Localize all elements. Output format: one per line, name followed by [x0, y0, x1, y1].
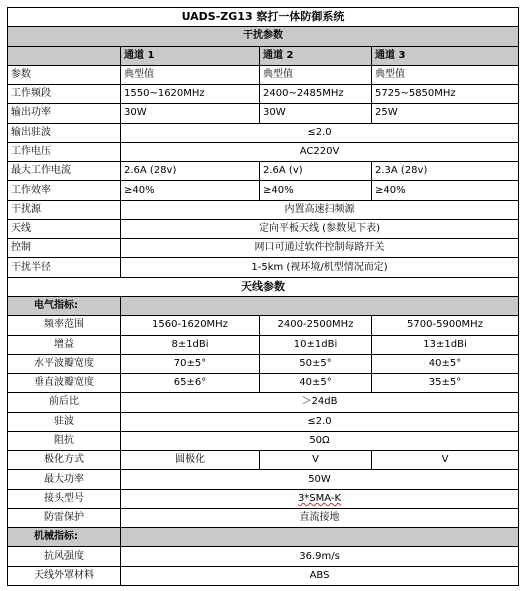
table-row [8, 335, 519, 354]
row-label: 阻抗 [8, 431, 121, 450]
row-label: 干扰源 [8, 200, 121, 219]
cell-value: AC220V [121, 142, 519, 161]
row-label: 增益 [8, 335, 121, 354]
row-label: 水平波瓣宽度 [8, 354, 121, 373]
cell-value: 典型值 [260, 65, 372, 84]
row-label: 接头型号 [8, 489, 121, 508]
table-row [8, 489, 519, 508]
row-label: 前后比 [8, 393, 121, 412]
spec-table [7, 7, 519, 586]
cell-value: 40±5° [372, 354, 519, 373]
cell-value: 13±1dBi [372, 335, 519, 354]
table-row [8, 470, 519, 489]
blank-cell [121, 528, 519, 547]
cell-value: 8±1dBi [121, 335, 260, 354]
blank-cell [121, 296, 519, 315]
row-label: 防雷保护 [8, 508, 121, 527]
table-row [8, 104, 519, 123]
connector-value: 3*SMA-K [297, 492, 342, 504]
table-row [8, 508, 519, 527]
table-row [8, 393, 519, 412]
cell-value: 30W [260, 104, 372, 123]
cell-value [121, 489, 519, 508]
mechanical-subheader: 机械指标: [8, 528, 121, 547]
table-row [8, 142, 519, 161]
table-row [8, 431, 519, 450]
cell-value: 50Ω [121, 431, 519, 450]
cell-value: 30W [121, 104, 260, 123]
cell-value: 定向平板天线 (参数见下表) [121, 219, 519, 238]
table-row [8, 162, 519, 181]
cell-value: 35±5° [372, 374, 519, 393]
table-row [8, 528, 519, 547]
cell-value: 内置高速扫频源 [121, 200, 519, 219]
row-label: 抗风强度 [8, 547, 121, 566]
row-label: 频率范围 [8, 316, 121, 335]
table-row [8, 46, 519, 65]
table-row [8, 374, 519, 393]
table-row [8, 123, 519, 142]
row-label: 最大工作电流 [8, 162, 121, 181]
row-label: 参数 [8, 65, 121, 84]
channel-header: 通道 1 [121, 46, 260, 65]
row-label: 控制 [8, 239, 121, 258]
table-row [8, 412, 519, 431]
row-label: 输出驻波 [8, 123, 121, 142]
row-label: 输出功率 [8, 104, 121, 123]
cell-value: 圆极化 [121, 451, 260, 470]
table-row [8, 566, 519, 585]
table-row [8, 316, 519, 335]
table-row [8, 200, 519, 219]
table-row [8, 85, 519, 104]
row-label: 最大功率 [8, 470, 121, 489]
section-interference-title: 干扰参数 [8, 27, 519, 46]
cell-value: ＞24dB [121, 393, 519, 412]
table-row [8, 258, 519, 277]
cell-value: ≤2.0 [121, 123, 519, 142]
table-row [8, 547, 519, 566]
cell-value: V [260, 451, 372, 470]
table-row [8, 239, 519, 258]
cell-value: 50W [121, 470, 519, 489]
cell-value: 25W [372, 104, 519, 123]
row-label: 工作电压 [8, 142, 121, 161]
cell-value: 2.6A (v) [260, 162, 372, 181]
channel-header: 通道 2 [260, 46, 372, 65]
cell-value: ≤2.0 [121, 412, 519, 431]
cell-value: 1-5km (视环境/机型情况而定) [121, 258, 519, 277]
cell-value: ≥40% [372, 181, 519, 200]
cell-value: 网口可通过软件控制每路开关 [121, 239, 519, 258]
table-row [8, 219, 519, 238]
cell-value: 2.6A (28v) [121, 162, 260, 181]
cell-value: 典型值 [121, 65, 260, 84]
table-row [8, 65, 519, 84]
table-row [8, 296, 519, 315]
electrical-subheader: 电气指标: [8, 296, 121, 315]
row-label: 工作频段 [8, 85, 121, 104]
cell-value: V [372, 451, 519, 470]
cell-value: 36.9m/s [121, 547, 519, 566]
page-title: UADS-ZG13 察打一体防御系统 [8, 8, 519, 27]
cell-value: 50±5° [260, 354, 372, 373]
cell-value: 5725~5850MHz [372, 85, 519, 104]
table-row [8, 354, 519, 373]
cell-value: 1550~1620MHz [121, 85, 260, 104]
cell-value: 2400-2500MHz [260, 316, 372, 335]
cell-value: 65±6° [121, 374, 260, 393]
channel-header: 通道 3 [372, 46, 519, 65]
row-label: 工作效率 [8, 181, 121, 200]
cell-value: 10±1dBi [260, 335, 372, 354]
cell-value: ≥40% [260, 181, 372, 200]
cell-value: 1560-1620MHz [121, 316, 260, 335]
blank-cell [8, 46, 121, 65]
row-label: 天线外罩材料 [8, 566, 121, 585]
row-label: 天线 [8, 219, 121, 238]
cell-value: 2400~2485MHz [260, 85, 372, 104]
cell-value: 70±5° [121, 354, 260, 373]
row-label: 干扰半径 [8, 258, 121, 277]
section-antenna-title: 天线参数 [8, 277, 519, 296]
row-label: 极化方式 [8, 451, 121, 470]
cell-value: 直流接地 [121, 508, 519, 527]
cell-value: ABS [121, 566, 519, 585]
cell-value: 5700-5900MHz [372, 316, 519, 335]
cell-value: 典型值 [372, 65, 519, 84]
table-row [8, 451, 519, 470]
row-label: 垂直波瓣宽度 [8, 374, 121, 393]
table-row [8, 181, 519, 200]
cell-value: ≥40% [121, 181, 260, 200]
cell-value: 2.3A (28v) [372, 162, 519, 181]
row-label: 驻波 [8, 412, 121, 431]
cell-value: 40±5° [260, 374, 372, 393]
